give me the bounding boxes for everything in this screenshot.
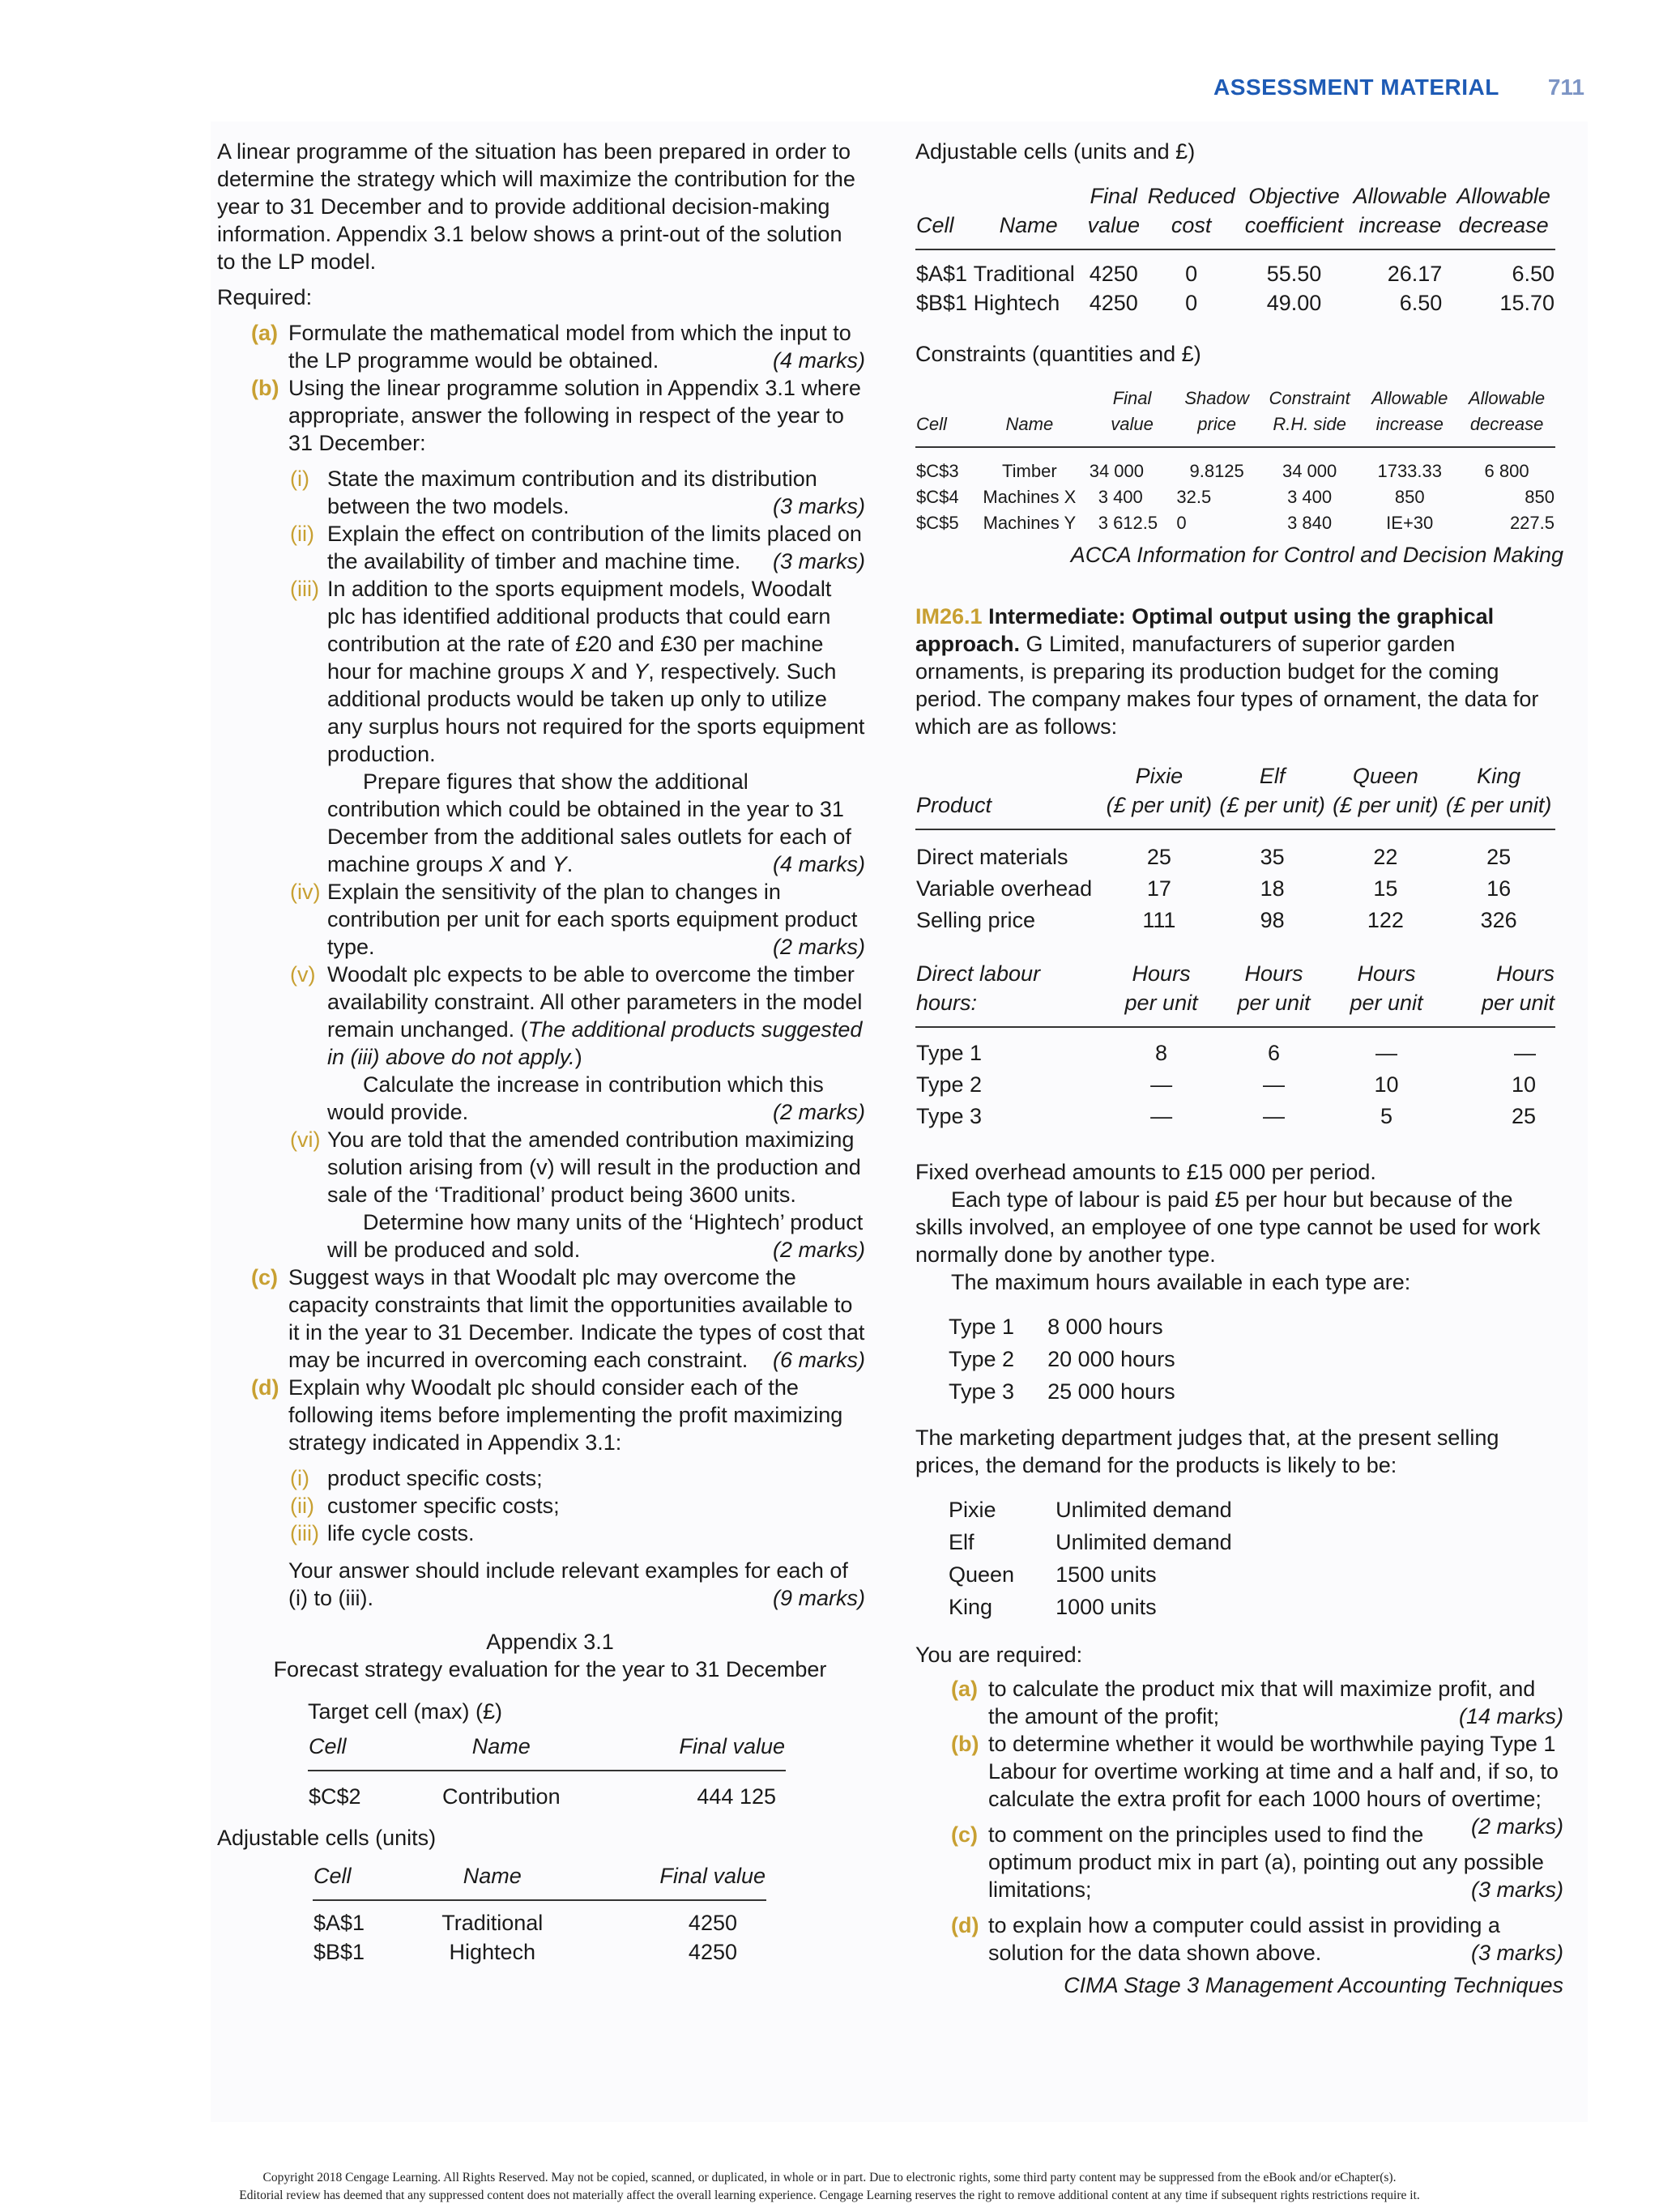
intro-paragraph: A linear programme of the situation has been prepared in order to determine the strategy which will maximize the contribution for the year to 31 December and to provide additional decision-making information. Appendix 3.1 below shows a print-out of the solution to the LP model. [217, 139, 855, 274]
b-iv-tag: (iv) [290, 880, 321, 904]
constraints-label: Constraints (quantities and £) [915, 342, 1201, 366]
demand-value: 1500 units [1056, 1562, 1157, 1587]
product-head-unit: (£ per unit) [1106, 793, 1213, 817]
con-head-cell: Cell [916, 414, 947, 434]
appendix-heading [217, 1628, 846, 1683]
product-value: 326 [1480, 908, 1517, 932]
im-c-marks: (3 marks) [1471, 1877, 1563, 1902]
adjustable-cells-table [915, 181, 1555, 318]
con-head-allow-inc: Allowable [1371, 388, 1448, 408]
list-item [948, 1375, 1176, 1408]
b-i-marks: (3 marks) [773, 494, 865, 518]
fixed-overhead-text: Fixed overhead amounts to £15 000 per period. [915, 1160, 1376, 1184]
adj-units-header-name: Name [463, 1864, 522, 1888]
question-d-i [217, 1464, 865, 1492]
table-row [915, 1068, 1555, 1099]
con-final: 3 400 [1098, 487, 1143, 507]
product-row-label: Selling price [916, 908, 1036, 932]
constraints-table [915, 386, 1555, 536]
target-cell-label: Target cell (max) (£) [308, 1699, 503, 1724]
labour-value: 25 [1511, 1104, 1536, 1128]
adj-units-value: 4250 [688, 1911, 737, 1935]
con-head-constraint: Constraint [1269, 388, 1350, 408]
labour-head-per-unit: per unit [1350, 991, 1423, 1015]
b-iii-text-3: Prepare figures that show the additional contribution which could be obtained in the year to 31 December from the additional sales outlets for each of machine groups [327, 769, 851, 876]
appendix-subtitle: Forecast strategy evaluation for the year to 31 December [273, 1657, 827, 1681]
con-head-value: value [1111, 414, 1154, 434]
question-b-text: Using the linear programme solution in Appendix 3.1 where appropriate, answer the following in respect of the year to 31 December: [288, 376, 861, 455]
marketing-text: The marketing department judges that, at the present selling prices, the demand for the products is likely to be: [915, 1426, 1499, 1477]
labour-pay-text: Each type of labour is paid £5 per hour but because of the skills involved, an employee of one type cannot be used for work normally done by another type. [915, 1187, 1541, 1267]
labour-value: 6 [1268, 1041, 1281, 1065]
b-iii-text-1: In addition to the sports equipment models, Woodalt plc has identified additional products that could earn contribution at the rate of £20 and £30 per machine hour for machine groups [327, 577, 832, 684]
con-rhs: 3 400 [1287, 487, 1333, 507]
con-name: Timber [1002, 461, 1057, 481]
adj-cell: $B$1 [916, 291, 968, 315]
adj-head-final: Final [1090, 184, 1137, 208]
con-head-final: Final [1112, 388, 1152, 408]
d-iii-tag: (iii) [290, 1521, 319, 1545]
table-row [915, 1099, 1555, 1131]
product-table [915, 761, 1555, 935]
con-decrease: 6 800 [1484, 461, 1529, 481]
labour-head-label-2: hours: [916, 991, 978, 1015]
product-head-unit: (£ per unit) [1219, 793, 1325, 817]
table-row [915, 484, 1555, 510]
adj-units-name: Traditional [441, 1911, 544, 1935]
labour-head-hours: Hours [1132, 961, 1191, 986]
max-hours-text: The maximum hours available in each type are: [951, 1270, 1411, 1294]
running-header [1213, 75, 1584, 100]
adj-head-value: value [1087, 213, 1140, 237]
list-item [948, 1591, 1233, 1623]
source-cima: CIMA Stage 3 Management Accounting Techniques [1064, 1973, 1563, 1997]
table-row [915, 829, 1555, 872]
demand-product: Queen [949, 1562, 1015, 1587]
con-decrease: 227.5 [1509, 513, 1555, 533]
b-vi-paragraph-2 [327, 1208, 865, 1264]
question-b-vi [217, 1126, 865, 1264]
labour-value: 10 [1374, 1072, 1399, 1097]
con-head-price: price [1197, 414, 1236, 434]
im-c-text: to comment on the principles used to find the optimum product mix in part (a), pointing out any possible limitations; [988, 1822, 1544, 1902]
b-iv-marks: (2 marks) [773, 935, 865, 959]
d-ii-tag: (ii) [290, 1494, 314, 1518]
con-name: Machines X [983, 487, 1077, 507]
labour-row-label: Type 2 [916, 1072, 983, 1097]
labour-value: — [1514, 1041, 1536, 1065]
labour-head-hours: Hours [1495, 961, 1555, 986]
im-code: IM26.1 [915, 604, 983, 629]
labour-row-label: Type 1 [916, 1041, 983, 1065]
product-value: 17 [1146, 876, 1171, 901]
im-b-marks: (2 marks) [1471, 1814, 1563, 1839]
con-shadow: 0 [1176, 513, 1187, 533]
im-a-text: to calculate the product mix that will maximize profit, and the amount of the profit; [988, 1677, 1536, 1728]
con-cell: $C$5 [916, 513, 959, 533]
labour-head-per-unit: per unit [1481, 991, 1555, 1015]
labour-head-per-unit: per unit [1124, 991, 1198, 1015]
im-d-tag: (d) [951, 1913, 979, 1937]
d-answer-note [217, 1557, 865, 1612]
b-v-tag: (v) [290, 962, 316, 987]
con-head-decrease: decrease [1469, 414, 1544, 434]
product-row-label: Direct materials [916, 845, 1068, 869]
question-b-i [217, 465, 865, 520]
demand-product: Pixie [949, 1498, 996, 1522]
b-ii-marks: (3 marks) [773, 549, 865, 573]
adj-cell: $A$1 [916, 262, 968, 286]
b-v-marks: (2 marks) [773, 1100, 865, 1124]
adj-final: 4250 [1089, 291, 1138, 315]
question-a-marks: (4 marks) [773, 348, 865, 373]
im-question-c [951, 1821, 1563, 1903]
b-iii-x2: X [488, 852, 504, 876]
im-question-d [951, 1912, 1563, 1967]
question-c-marks: (6 marks) [773, 1348, 865, 1372]
b-i-tag: (i) [290, 467, 309, 491]
con-final: 3 612.5 [1098, 513, 1158, 533]
b-vi-text: You are told that the amended contribution maximizing solution arising from (v) will result in the production and sale of the ‘Traditional’ product being 3600 units. [327, 1127, 861, 1207]
target-row-value: 444 125 [697, 1784, 776, 1809]
adjustable-units-label: Adjustable cells (units) [217, 1826, 437, 1850]
labour-value: 8 [1155, 1041, 1168, 1065]
b-v-italic: The additional products suggested in (iii) above do not apply. [327, 1017, 863, 1069]
list-item [948, 1558, 1233, 1591]
labour-value: 10 [1511, 1072, 1536, 1097]
product-row-label: Variable overhead [916, 876, 1093, 901]
list-item [948, 1494, 1233, 1526]
product-value: 15 [1373, 876, 1398, 901]
labour-value: — [1375, 1041, 1397, 1065]
b-iii-and2: and [503, 852, 552, 876]
question-d [251, 1374, 865, 1456]
b-v-close: ) [574, 1045, 582, 1069]
con-increase: 850 [1394, 487, 1425, 507]
labour-table [915, 959, 1555, 1131]
table-row [915, 288, 1555, 318]
con-cell: $C$4 [916, 487, 959, 507]
demand-value: Unlimited demand [1056, 1498, 1232, 1522]
con-head-increase: increase [1375, 414, 1444, 434]
table-row [915, 510, 1555, 536]
product-value: 22 [1373, 845, 1398, 869]
adj-units-cell: $A$1 [313, 1911, 365, 1935]
b-ii-tag: (ii) [290, 522, 314, 546]
labour-value: — [1150, 1104, 1173, 1128]
product-value: 111 [1142, 908, 1176, 932]
b-iii-x: X [570, 659, 586, 684]
adj-units-value: 4250 [688, 1940, 737, 1964]
con-cell: $C$3 [916, 461, 959, 481]
question-b-iv [217, 878, 865, 961]
adj-head-reduced: Reduced [1147, 184, 1235, 208]
d-iii-text: life cycle costs. [327, 1521, 475, 1545]
b-iii-paragraph-2 [327, 768, 865, 878]
table-row [308, 1771, 786, 1811]
adj-head-increase: increase [1358, 213, 1442, 237]
product-head-elf: Elf [1259, 764, 1286, 788]
demand-product: King [949, 1595, 993, 1619]
adj-increase: 6.50 [1399, 291, 1443, 315]
adj-head-decrease: decrease [1458, 213, 1549, 237]
question-d-ii [217, 1492, 865, 1519]
product-value: 122 [1367, 908, 1404, 932]
b-vi-tag: (vi) [290, 1127, 321, 1152]
hours-type: Type 2 [949, 1347, 1015, 1371]
page-number: 711 [1547, 75, 1584, 100]
con-head-rhs: R.H. side [1273, 414, 1346, 434]
question-c-text: Suggest ways in that Woodalt plc may overcome the capacity constraints that limit the opportunities available to it in the year to 31 December. Indicate the types of cost that may be incurred in overcoming each constraint. [288, 1265, 865, 1372]
im-question-list [915, 1675, 1563, 1967]
adj-head-cost: cost [1171, 213, 1212, 237]
adj-objective: 49.00 [1266, 291, 1322, 315]
table-row [313, 1937, 766, 1967]
adj-units-header-value: Final value [659, 1864, 766, 1888]
adj-name: Traditional [973, 262, 1075, 286]
im26-intro [915, 603, 1563, 740]
table-row [915, 903, 1555, 935]
b-iii-tag: (iii) [290, 577, 319, 601]
b-v-text-2: Calculate the increase in contribution which this would provide. [327, 1072, 824, 1124]
con-increase: 1733.33 [1377, 461, 1442, 481]
you-are-required: You are required: [915, 1643, 1083, 1667]
demand-value: 1000 units [1056, 1595, 1157, 1619]
product-value: 25 [1146, 845, 1171, 869]
labour-row-label: Type 3 [916, 1104, 983, 1128]
product-head-king: King [1477, 764, 1521, 788]
im-question-a [951, 1675, 1563, 1730]
adj-units-name: Hightech [449, 1940, 536, 1964]
adj-decrease: 6.50 [1512, 262, 1555, 286]
im-question-b [951, 1730, 1563, 1839]
labour-value: — [1150, 1072, 1173, 1097]
question-a-tag: (a) [251, 321, 278, 345]
b-iii-marks: (4 marks) [773, 852, 865, 876]
question-b-tag: (b) [251, 376, 279, 400]
table-row [915, 1027, 1555, 1068]
im-b-tag: (b) [951, 1732, 979, 1756]
target-row-cell: $C$2 [309, 1784, 361, 1809]
b-iii-end: . [566, 852, 574, 876]
hours-list [948, 1311, 1176, 1408]
d-ii-text: customer specific costs; [327, 1494, 560, 1518]
question-b [251, 374, 865, 457]
product-value: 98 [1260, 908, 1285, 932]
adjustable-units-table [313, 1861, 766, 1967]
im-d-marks: (3 marks) [1471, 1941, 1563, 1965]
adj-units-cell: $B$1 [313, 1940, 365, 1964]
adj-name: Hightech [973, 291, 1060, 315]
copyright-line-1: Copyright 2018 Cengage Learning. All Rights Reserved. May not be copied, scanned, or duplicated, in whole or in part. Due to electronic rights, some third party content may be suppressed from the eBook and/or eChapter(s). [262, 2171, 1397, 2184]
b-iii-y2: Y [552, 852, 567, 876]
right-column [915, 138, 1563, 1999]
question-b-iii [217, 575, 865, 878]
question-a [251, 319, 865, 374]
copyright-line-2: Editorial review has deemed that any suppressed content does not materially affect the overall learning experience. Cengage Learning reserves the right to remove additional content at any time if subsequent rights restrictions require it. [239, 2189, 1420, 2202]
product-head-unit: (£ per unit) [1333, 793, 1439, 817]
d-answer-text: Your answer should include relevant examples for each of (i) to (iii). [288, 1558, 848, 1610]
target-cell-table [308, 1732, 786, 1811]
adj-decrease: 15.70 [1499, 291, 1555, 315]
labour-head-hours: Hours [1244, 961, 1303, 986]
labour-head-label: Direct labour [916, 961, 1041, 986]
target-header-value: Final value [679, 1734, 785, 1758]
demand-product: Elf [949, 1530, 975, 1554]
hours-value: 25 000 hours [1047, 1379, 1175, 1404]
product-value: 18 [1260, 876, 1285, 901]
con-shadow: 9.8125 [1189, 461, 1244, 481]
b-v-text: Woodalt plc expects to be able to overcome the timber availability constraint. All other parameters in the model remain unchanged. ( [327, 962, 863, 1042]
con-final: 34 000 [1089, 461, 1145, 481]
labour-value: — [1263, 1104, 1286, 1128]
labour-head-hours: Hours [1357, 961, 1416, 986]
labour-value: — [1263, 1072, 1286, 1097]
im-a-marks: (14 marks) [1458, 1704, 1563, 1728]
b-vi-marks: (2 marks) [773, 1238, 865, 1262]
product-value: 35 [1260, 845, 1285, 869]
hours-type: Type 1 [949, 1315, 1015, 1339]
im-b-text: to determine whether it would be worthwhile paying Type 1 Labour for overtime working at time and a half and, if so, to calculate the extra profit for each 1000 hours of overtime; [988, 1732, 1559, 1811]
appendix-title: Appendix 3.1 [486, 1630, 614, 1654]
question-b-v [217, 961, 865, 1126]
question-c [251, 1264, 865, 1374]
product-head-product: Product [916, 793, 992, 817]
con-name: Machines Y [983, 513, 1077, 533]
adj-final: 4250 [1089, 262, 1138, 286]
question-b-ii [217, 520, 865, 575]
con-rhs: 3 840 [1287, 513, 1333, 533]
con-decrease: 850 [1525, 487, 1555, 507]
b-iii-y: Y [633, 659, 649, 684]
labour-value: 5 [1380, 1104, 1393, 1128]
target-header-cell: Cell [309, 1734, 347, 1758]
labour-head-per-unit: per unit [1237, 991, 1311, 1015]
adj-reduced: 0 [1185, 262, 1198, 286]
product-head-pixie: Pixie [1135, 764, 1183, 788]
section-title: ASSESSMENT MATERIAL [1213, 75, 1499, 100]
adj-increase: 26.17 [1387, 262, 1443, 286]
b-vi-text-2: Determine how many units of the ‘Hightech’ product will be produced and sold. [327, 1210, 864, 1262]
hours-value: 20 000 hours [1047, 1347, 1175, 1371]
question-b-subparts [217, 465, 865, 1264]
con-increase: IE+30 [1386, 513, 1434, 533]
con-head-name: Name [1005, 414, 1054, 434]
adj-head-objective: Objective [1248, 184, 1340, 208]
question-list [217, 319, 865, 457]
im-a-tag: (a) [951, 1677, 978, 1701]
d-marks: (9 marks) [773, 1586, 865, 1610]
im-d-text: to explain how a computer could assist in providing a solution for the data shown above. [988, 1913, 1500, 1965]
question-d-tag: (d) [251, 1375, 279, 1400]
question-a-text: Formulate the mathematical model from which the input to the LP programme would be obtained. [288, 321, 851, 373]
d-i-tag: (i) [290, 1466, 309, 1490]
question-c-tag: (c) [251, 1265, 278, 1289]
con-shadow: 32.5 [1176, 487, 1212, 507]
d-i-text: product specific costs; [327, 1466, 543, 1490]
list-item [948, 1343, 1176, 1375]
demand-list [948, 1494, 1233, 1623]
b-iv-text: Explain the sensitivity of the plan to changes in contribution per unit for each sports equipment product type. [327, 880, 858, 959]
b-i-text: State the maximum contribution and its distribution between the two models. [327, 467, 817, 518]
adj-head-allow-dec: Allowable [1456, 184, 1550, 208]
target-row-name: Contribution [442, 1784, 561, 1809]
required-label: Required: [217, 285, 313, 309]
adj-units-header-cell: Cell [313, 1864, 352, 1888]
list-item [948, 1311, 1176, 1343]
table-row [915, 447, 1555, 484]
adj-head-allow-inc: Allowable [1353, 184, 1448, 208]
hours-value: 8 000 hours [1047, 1315, 1163, 1339]
im-c-tag: (c) [951, 1822, 978, 1847]
adj-head-name: Name [999, 213, 1058, 237]
b-ii-text: Explain the effect on contribution of the limits placed on the availability of timber and machine time. [327, 522, 862, 573]
demand-value: Unlimited demand [1056, 1530, 1232, 1554]
copyright-footer [0, 2169, 1659, 2205]
hours-type: Type 3 [949, 1379, 1015, 1404]
left-column [217, 138, 865, 1967]
b-v-paragraph-2 [327, 1071, 865, 1126]
list-item [948, 1526, 1233, 1558]
product-value: 16 [1486, 876, 1512, 901]
im-title: Intermediate: Optimal output using the graphical approach. [915, 604, 1495, 656]
table-row [915, 249, 1555, 288]
adj-objective: 55.50 [1266, 262, 1322, 286]
source-acca: ACCA Information for Control and Decision Making [1070, 543, 1563, 567]
question-cd-list [217, 1264, 865, 1456]
con-head-shadow: Shadow [1184, 388, 1249, 408]
b-iii-text-2: , respectively. Such additional products would be taken up only to utilize any surplus hours not required for the sports equipment production. [327, 659, 865, 766]
question-d-text: Explain why Woodalt plc should consider each of the following items before implementing the profit maximizing strategy indicated in Appendix 3.1: [288, 1375, 843, 1455]
question-d-iii [217, 1519, 865, 1547]
product-head-queen: Queen [1352, 764, 1418, 788]
adj-head-cell: Cell [916, 213, 954, 237]
table-row [915, 872, 1555, 903]
b-iii-and: and [585, 659, 634, 684]
product-head-unit: (£ per unit) [1445, 793, 1552, 817]
product-value: 25 [1486, 845, 1512, 869]
table-row [313, 1900, 766, 1937]
im-intro-text: G Limited, manufacturers of superior garden ornaments, is preparing its production budget for the coming period. The company makes four types of ornament, the data for which are as follows: [915, 632, 1539, 739]
adj-head-coefficient: coefficient [1244, 213, 1344, 237]
adj-reduced: 0 [1185, 291, 1198, 315]
con-rhs: 34 000 [1282, 461, 1337, 481]
question-d-subparts [217, 1464, 865, 1612]
adjustable-cells-label: Adjustable cells (units and £) [915, 139, 1196, 164]
target-header-name: Name [471, 1734, 531, 1758]
con-head-allow-dec: Allowable [1468, 388, 1546, 408]
